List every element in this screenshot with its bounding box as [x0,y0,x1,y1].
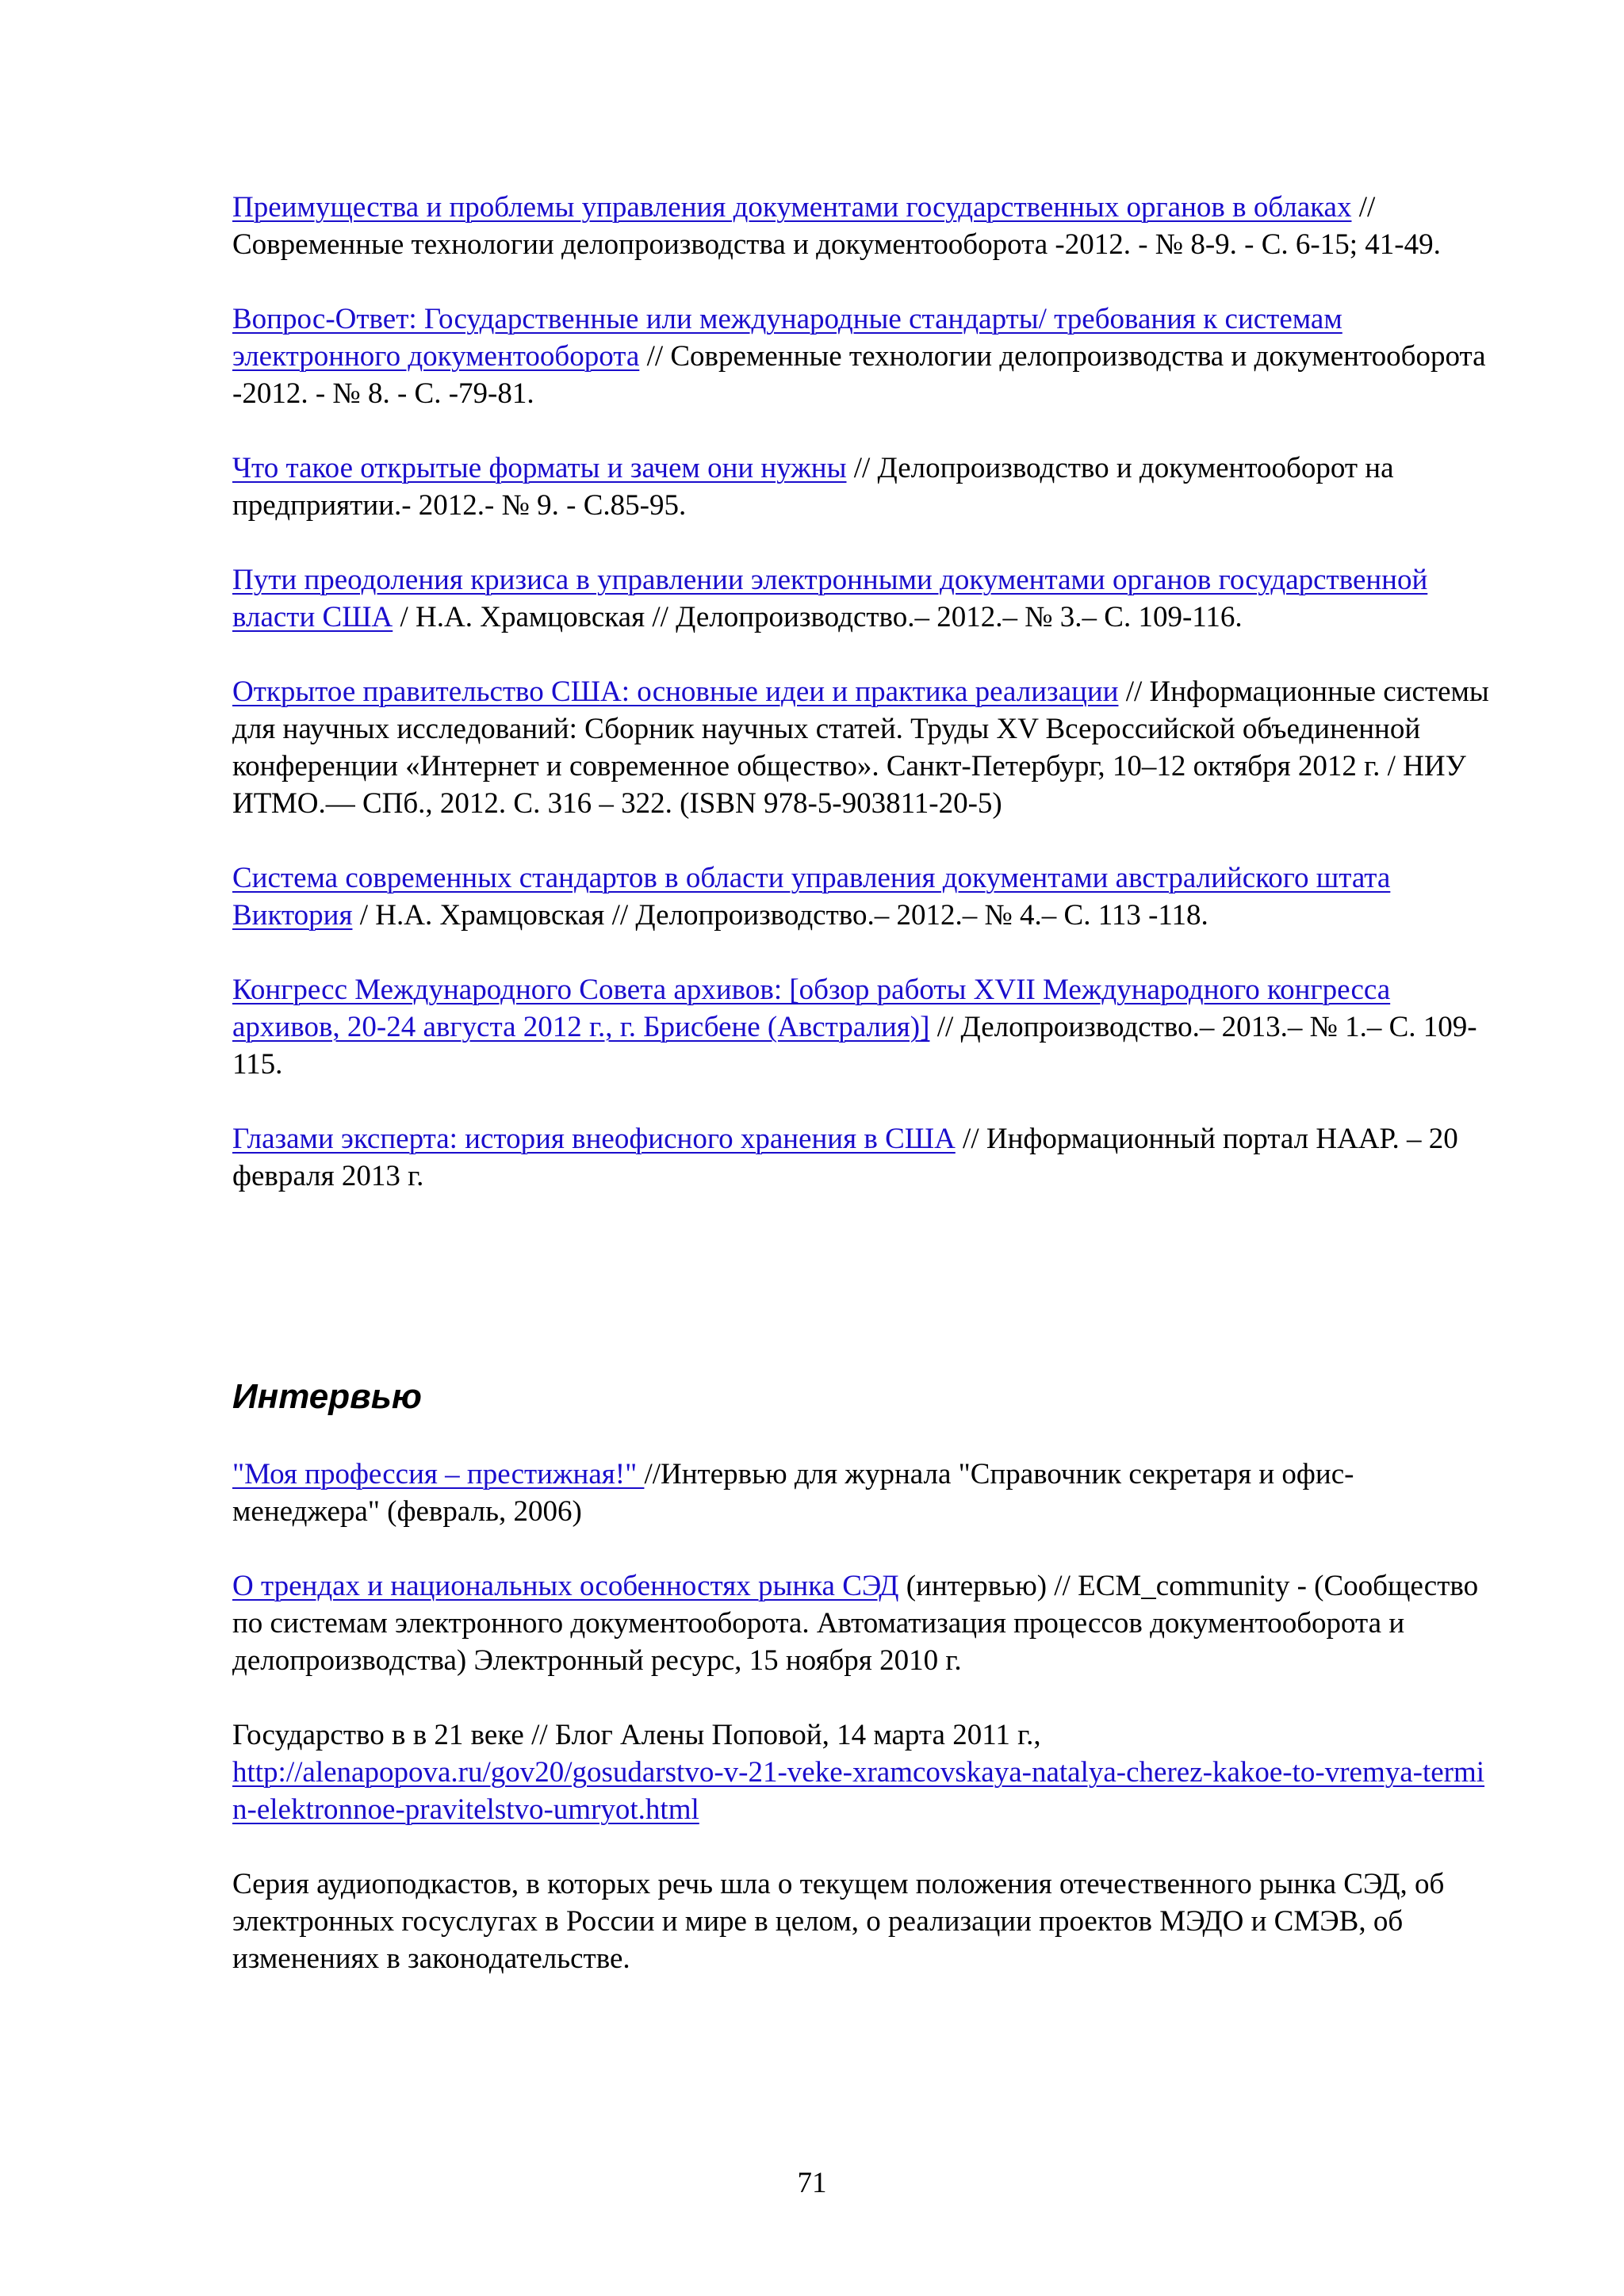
reference-link-3[interactable]: Что такое открытые форматы и зачем они нужны [232,452,847,484]
interview-link-2[interactable]: О трендах и национальных особенностях рынка СЭД [232,1570,899,1602]
interview-url-link-3[interactable]: http://alenapopova.ru/gov20/gosudarstvo-v-21-veke-xramcovskaya-natalya-cherez-kakoe-to-vremya-termin-elektronnoe-pravitelstvo-umryot.html [232,1756,1485,1826]
reference-entry-5 [232,673,1497,822]
reference-citation-5: // Информационные системы для научных исследований: Сборник научных статей. Труды XV Всероссийской объединенной конференции «Интернет и современное общество». Санкт-Петербург, 10–12 октября 2012 г. / НИУ ИТМО.— СПб., 2012. С. 316 – 322. (ISBN 978-5-903811-20-5) [232,675,1489,820]
page-number: 71 [797,2167,827,2199]
reference-link-4[interactable]: Пути преодоления кризиса в управлении электронными документами органов государственной власти США [232,564,1428,633]
interview-citation-2: (интервью) // ECM_community - (Сообщество по системам электронного документооборота. Автоматизация процессов документооборота и делопроизводства) Электронный ресурс, 15 ноября 2010 г. [232,1570,1479,1677]
reference-citation-6: / Н.А. Храмцовская // Делопроизводство.– 2012.– № 4.– С. 113 -118. [352,899,1208,932]
reference-link-6[interactable]: Система современных стандартов в области управления документами австралийского штата Виктория [232,862,1391,932]
reference-link-5[interactable]: Открытое правительство США: основные идеи и практика реализации [232,675,1119,708]
reference-entry-3 [232,450,1497,524]
reference-entry-4 [232,561,1497,636]
reference-entry-6 [232,859,1497,934]
reference-link-2[interactable]: Вопрос-Ответ: Государственные или международные стандарты/ требования к системам электронного документооборота [232,303,1342,373]
section-spacer [232,1232,1497,1376]
reference-citation-8: // Информационный портал НААР. – 20 февраля 2013 г. [232,1123,1458,1192]
interview-entry-1 [232,1456,1497,1530]
reference-entry-1 [232,189,1497,263]
interview-text-3: Государство в в 21 веке // Блог Алены Поповой, 14 марта 2011 г., [232,1719,1041,1751]
interview-citation-1: //Интервью для журнала "Справочник секретаря и офис-менеджера" (февраль, 2006) [232,1458,1354,1528]
reference-link-7[interactable]: Конгресс Международного Совета архивов: [обзор работы XVII Международного конгресса архивов, 20-24 августа 2012 г., г. Брисбене (Австралия)] [232,974,1391,1043]
reference-citation-3: // Делопроизводство и документооборот на предприятии.- 2012.- № 9. - С.85-95. [232,452,1394,522]
reference-citation-4: / Н.А. Храмцовская // Делопроизводство.– 2012.– № 3.– С. 109-116. [393,601,1243,633]
reference-citation-7: // Делопроизводство.– 2013.– № 1.– С. 109-115. [232,1011,1477,1081]
interview-text-4: Серия аудиоподкастов, в которых речь шла о текущем положения отечественного рынка СЭД, об электронных госуслугах в России и мире в целом, о реализации проектов МЭДО и СМЭВ, об изменениях в законодательстве. [232,1868,1445,1975]
reference-entry-2 [232,300,1497,412]
interview-entry-4 [232,1866,1497,1977]
reference-citation-2: // Современные технологии делопроизводства и документооборота -2012. - № 8. - С. -79-81. [232,340,1486,410]
interviews-section-title: Интервью [232,1377,422,1416]
interview-entry-3 [232,1716,1497,1828]
reference-link-8[interactable]: Глазами эксперта: история внеофисного хранения в США [232,1123,956,1155]
interview-entry-2 [232,1567,1497,1679]
reference-link-1[interactable]: Преимущества и проблемы управления документами государственных органов в облаках [232,191,1352,224]
reference-citation-1: // Современные технологии делопроизводства и документооборота -2012. - № 8-9. - С. 6-15; 41-49. [232,191,1441,261]
interview-link-1[interactable]: "Моя профессия – престижная!" [232,1458,645,1490]
reference-entry-8 [232,1120,1497,1195]
reference-entry-7 [232,971,1497,1083]
